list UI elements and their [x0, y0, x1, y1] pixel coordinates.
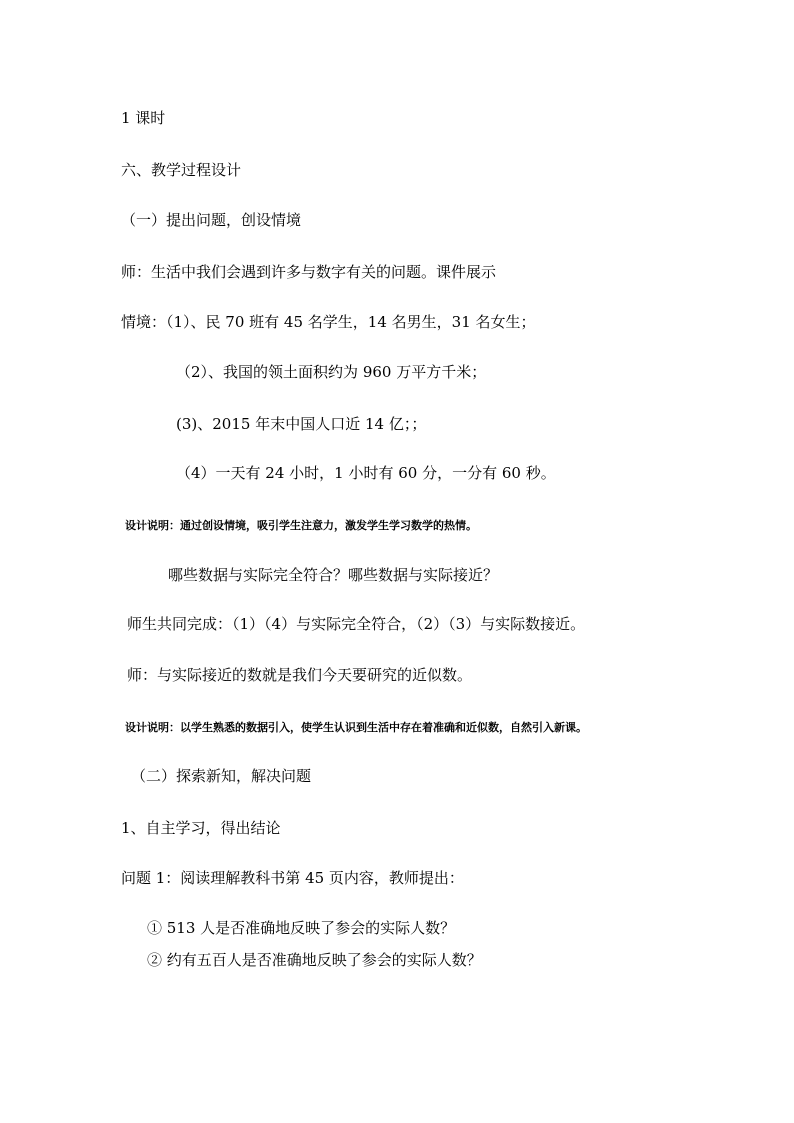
- paragraph: 问题 1：阅读理解教科书第 45 页内容，教师提出：: [121, 869, 464, 887]
- subsection-heading: （二）探索新知，解决问题: [131, 767, 312, 785]
- paragraph: 师：与实际接近的数就是我们今天要研究的近似数。: [127, 666, 473, 684]
- period-line: 1 课时: [121, 109, 166, 127]
- situation-item: (3)、2015 年末中国人口近 14 亿；；: [176, 415, 427, 433]
- situation-item: 情境：（1）、民 70 班有 45 名学生，14 名男生，31 名女生；: [121, 313, 536, 331]
- paragraph: 哪些数据与实际完全符合？哪些数据与实际接近？: [168, 566, 499, 584]
- section-heading: 六、教学过程设计: [121, 161, 242, 179]
- design-note: 设计说明：通过创设情境，吸引学生注意力，激发学生学习数学的热情。: [125, 519, 477, 532]
- paragraph: 1、自主学习，得出结论: [121, 819, 281, 837]
- design-note: 设计说明：以学生熟悉的数据引入，使学生认识到生活中存在着准确和近似数，自然引入新课。: [125, 721, 587, 734]
- paragraph: 师生共同完成：（1）（4）与实际完全符合，（2）（3）与实际数接近。: [127, 615, 586, 633]
- situation-item: （2）、我国的领土面积约为 960 万平方千米；: [176, 363, 487, 381]
- situation-item: （4）一天有 24 小时，1 小时有 60 分，一分有 60 秒。: [176, 464, 556, 482]
- paragraph: 师：生活中我们会遇到许多与数字有关的问题。课件展示: [121, 263, 497, 281]
- subsection-heading: （一）提出问题，创设情境: [121, 211, 302, 229]
- list-item: ② 约有五百人是否准确地反映了参会的实际人数？: [147, 951, 482, 969]
- list-item: ① 513 人是否准确地反映了参会的实际人数？: [147, 919, 456, 937]
